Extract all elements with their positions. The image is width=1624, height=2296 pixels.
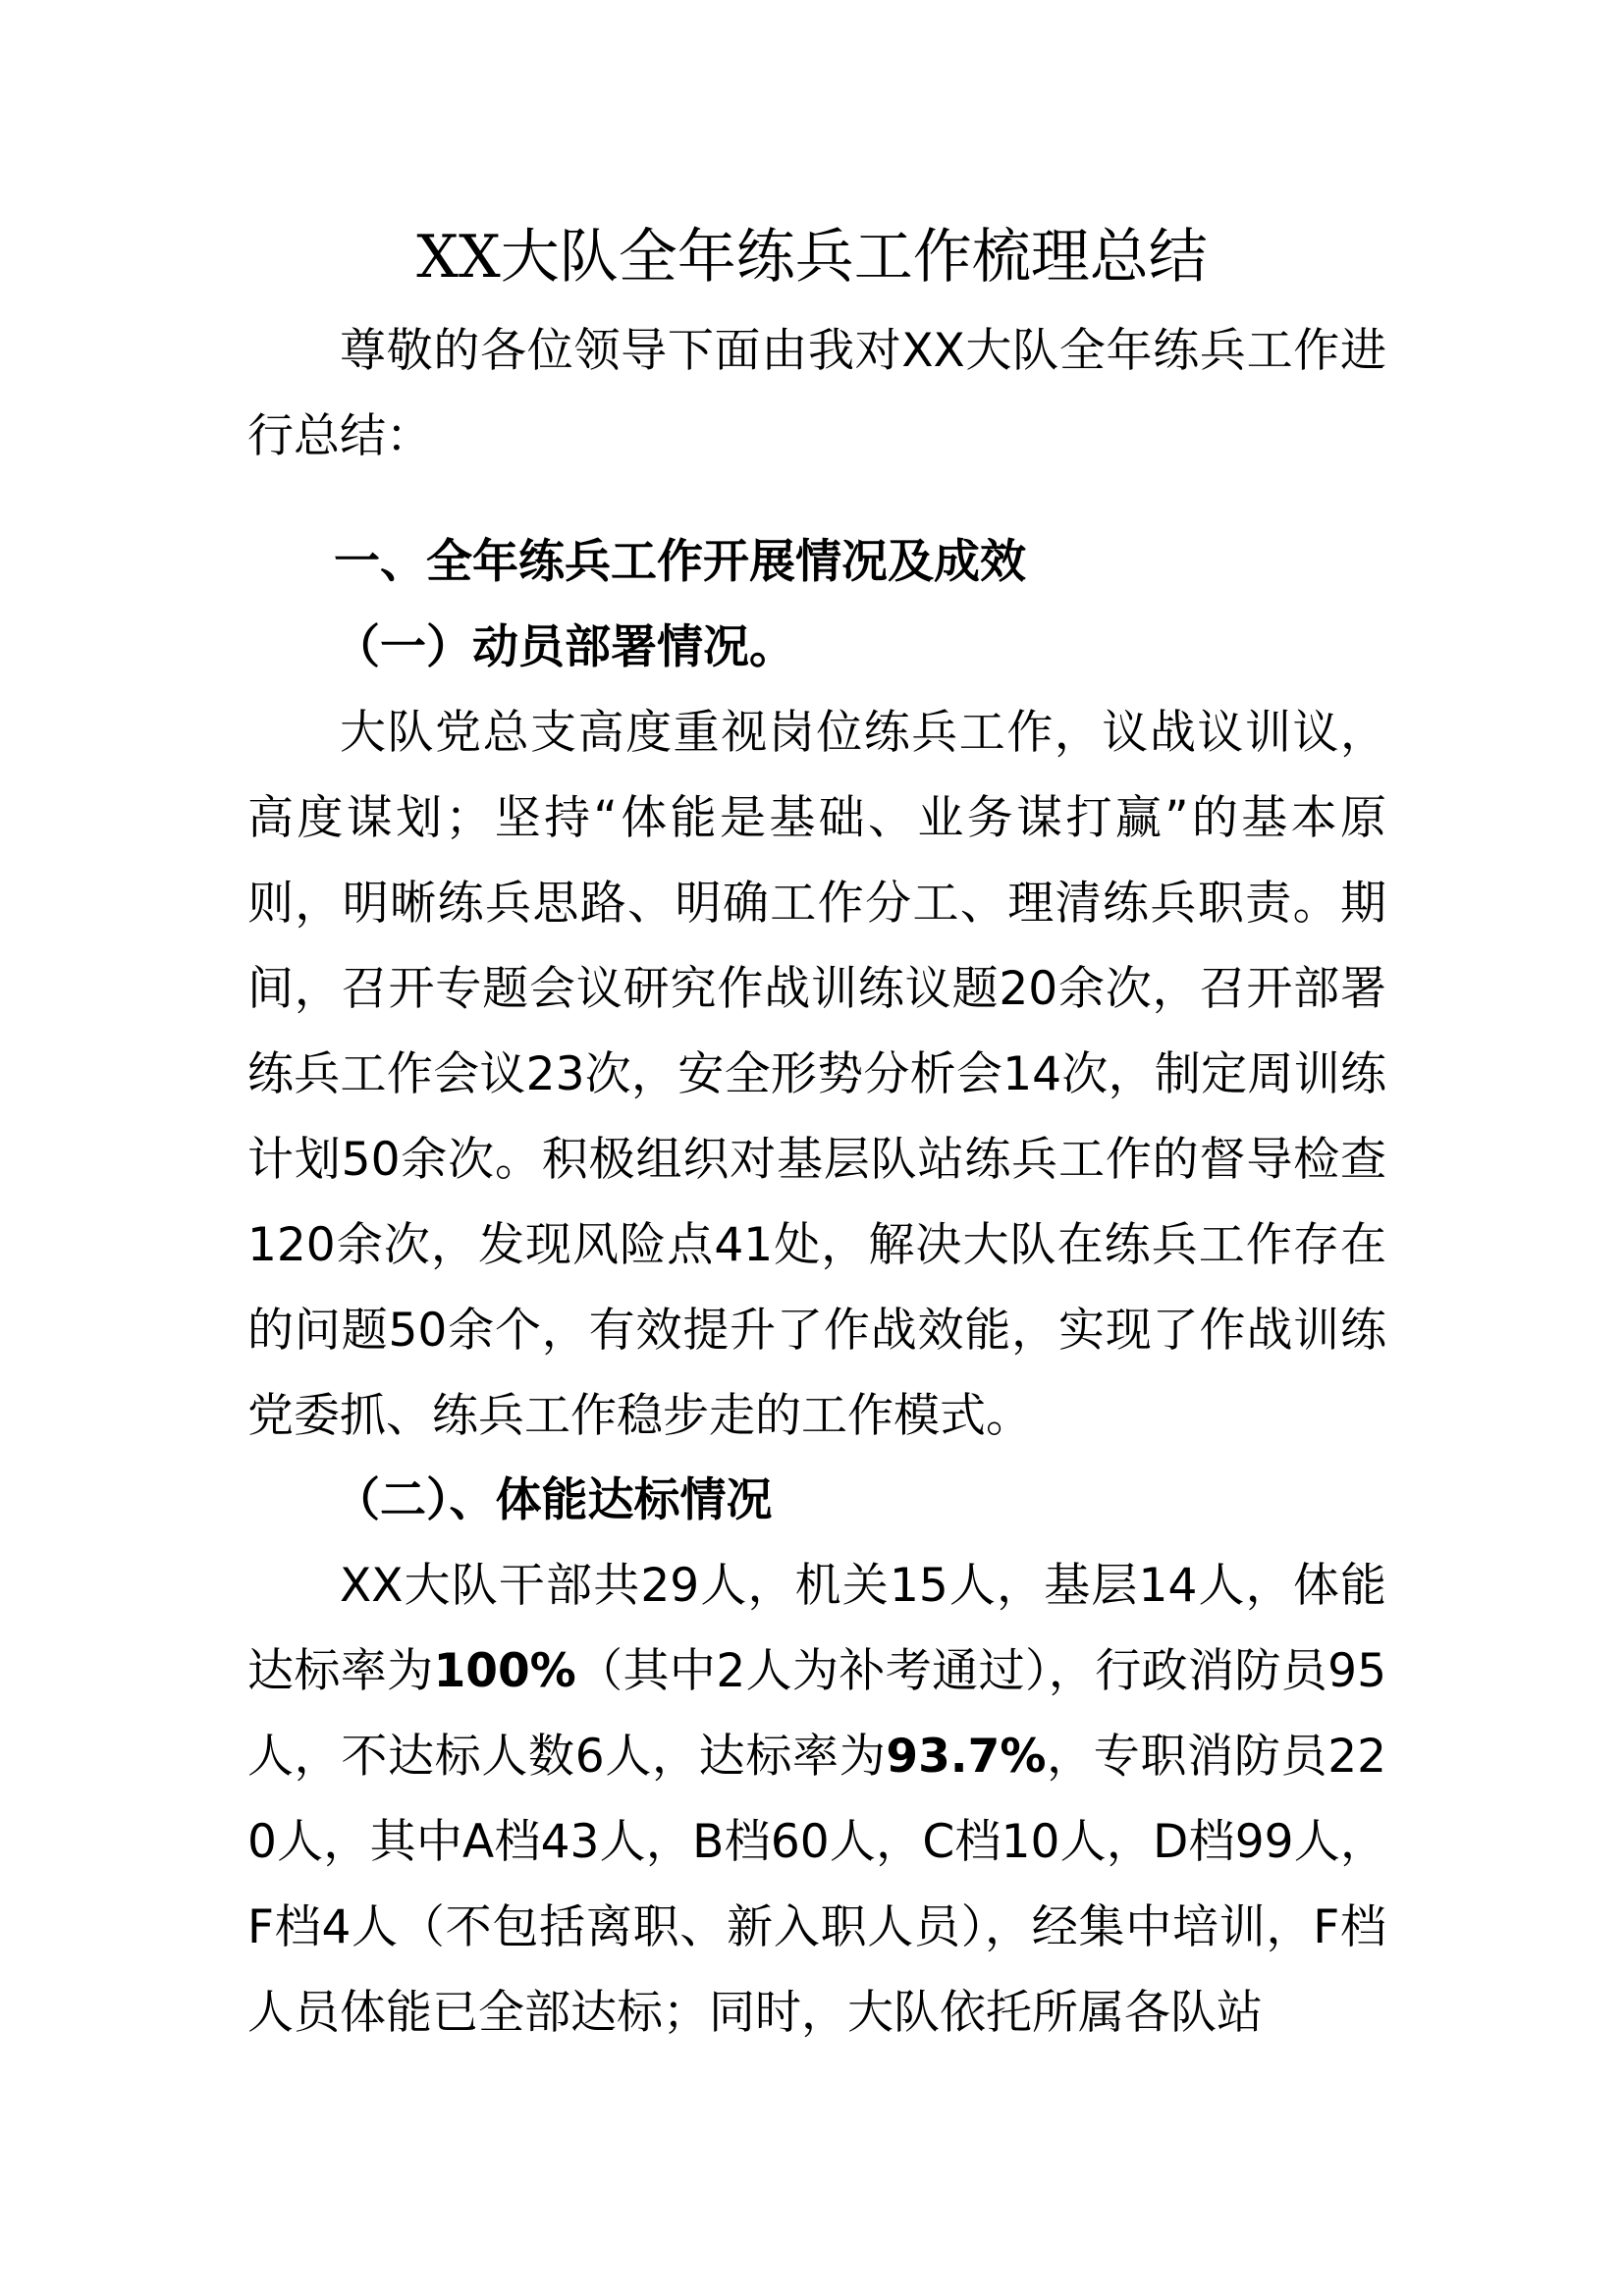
subsection-1-heading: （一）动员部署情况。	[334, 620, 795, 674]
compliance-rate-cadres: 100%	[433, 1644, 576, 1698]
subsection-2-heading: （二）、体能达标情况	[334, 1473, 773, 1527]
subsection-2-paragraph	[247, 1543, 1386, 2056]
intro-paragraph: 尊敬的各位领导下面由我对XX大队全年练兵工作进行总结：	[247, 324, 1386, 463]
compliance-rate-firefighters: 93.7%	[886, 1730, 1047, 1784]
paragraph-text-part-3: ，专职消防员220人，其中A档43人，B档60人，C档10人，D档99人，F档4人（不包括离职、新入职人员），经集中培训，F档人员体能已全部达标；同时，大队依托所属各队站	[247, 1730, 1386, 2040]
paragraph-text-part-1: XX大队干部共29人，机关15人，基层14人，体能达标率为	[247, 1559, 1386, 1698]
subsection-1-paragraph: 大队党总支高度重视岗位练兵工作，议战议训议，高度谋划；坚持“体能是基础、业务谋打赢”的基本原则，明晰练兵思路、明确工作分工、理清练兵职责。期间，召开专题会议研究作战训练议题20余次，召开部署练兵工作会议23次，安全形势分析会14次，制定周训练计划50余次。积极组织对基层队站练兵工作的督导检查120余次，发现风险点41处，解决大队在练兵工作存在的问题50余个，有效提升了作战效能，实现了作战训练党委抓、练兵工作稳步走的工作模式。	[247, 706, 1386, 1443]
section-1-heading: 一、全年练兵工作开展情况及成效	[334, 535, 1026, 589]
paragraph-text-part-2: （其中2人为补考通过），行政消防员95人，不达标人数6人，达标率为	[247, 1644, 1386, 1784]
document-title: XX大队全年练兵工作梳理总结	[416, 223, 1208, 292]
